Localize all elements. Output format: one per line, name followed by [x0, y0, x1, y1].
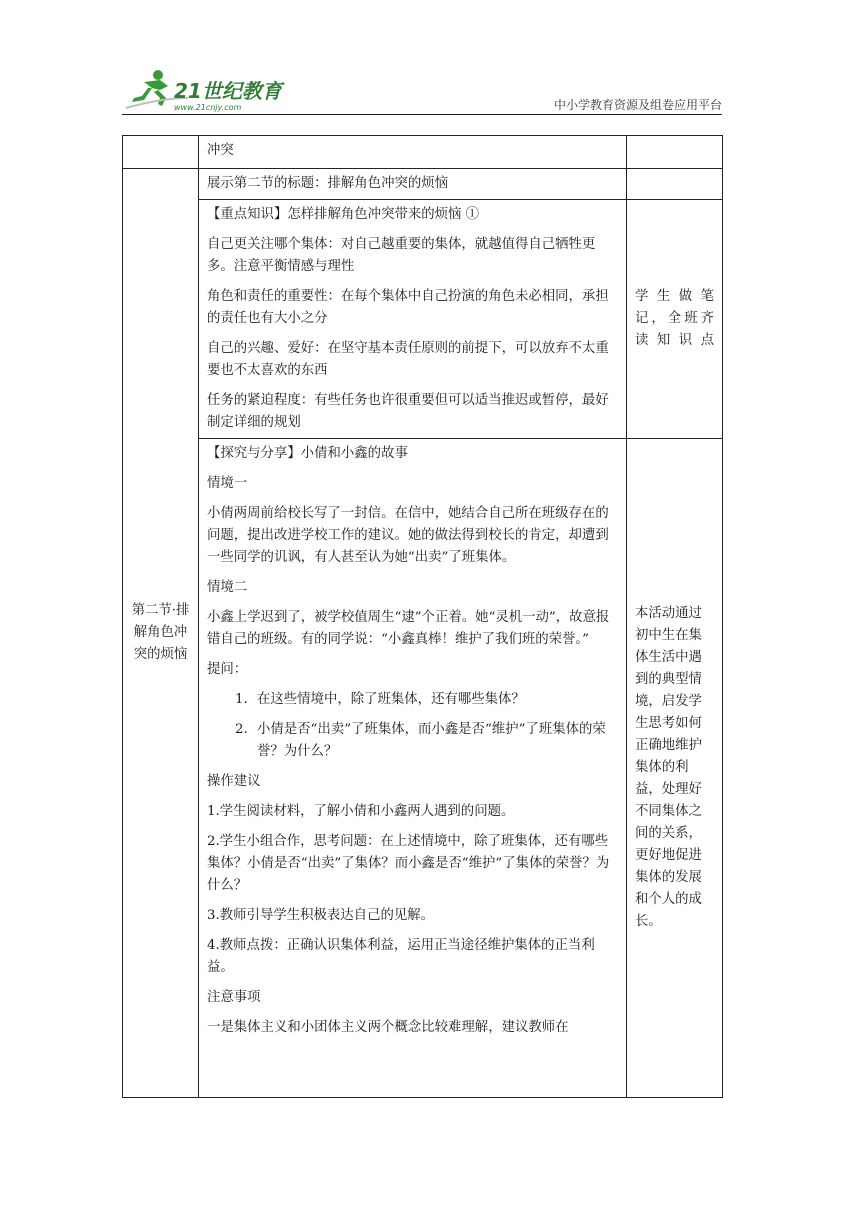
list-item: 2. 小倩是否“出卖”了班集体，而小鑫是否“维护”了班集体的荣誉？为什么？ — [235, 722, 606, 759]
header-divider — [122, 114, 722, 115]
teacher-note: 学生做笔记，全班齐读知识点 — [635, 289, 714, 348]
table-row — [123, 169, 723, 200]
teacher-note: 本活动通过初中生在集体生活中遇到的典型情境，启发学生思考如何正确地维护集体的利益，处理好不同集体之间的关系，更好地促进集体的发展和个人的成长。 — [635, 606, 702, 929]
section-cell-empty — [123, 136, 199, 169]
section-title: 第二节·排解角色冲突的烦恼 — [131, 603, 190, 662]
caution-title: 注意事项 — [207, 990, 261, 1005]
table-row — [123, 136, 723, 169]
content-cell: 展示第二节的标题：排解角色冲突的烦恼 — [199, 169, 627, 200]
paragraph: 小倩两周前给校长写了一封信。在信中，她结合自己所在班级存在的问题，提出改进学校工作的建议。她的做法得到校长的肯定，却遭到一些同学的讥讽，有人甚至认为她“出卖”了班集体。 — [207, 506, 609, 565]
note-cell-empty — [627, 169, 723, 200]
content-cell: 冲突 — [199, 136, 627, 169]
paragraph: 4.教师点拨：正确认识集体利益，运用正当途径维护集体的正当利益。 — [207, 938, 595, 975]
paragraph: 自己更关注哪个集体：对自己越重要的集体，就越值得自己牺牲更多。注意平衡情感与理性 — [207, 237, 596, 274]
paragraph: 角色和责任的重要性：在每个集体中自己扮演的角色未必相同，承担的责任也有大小之分 — [207, 289, 609, 326]
note-cell — [627, 200, 723, 439]
note-cell-empty — [627, 136, 723, 169]
scene-title: 情境二 — [207, 580, 248, 595]
svg-text:www.21cnjy.com: www.21cnjy.com — [174, 103, 242, 112]
key-knowledge-heading: 【重点知识】怎样排解角色冲突带来的烦恼 ① — [207, 207, 480, 222]
paragraph: 一是集体主义和小团体主义两个概念比较难理解，建议教师在 — [207, 1020, 569, 1035]
content-cell — [199, 439, 627, 1098]
paragraph: 小鑫上学迟到了，被学校值周生“逮”个正着。她“灵机一动”，故意报错自己的班级。有的同学说：“小鑫真棒！维护了我们班的荣誉。” — [207, 610, 610, 647]
content-cell — [199, 200, 627, 439]
explore-heading: 【探究与分享】小倩和小鑫的故事 — [207, 446, 408, 461]
page-header — [122, 62, 722, 114]
lesson-plan-table — [122, 135, 723, 1098]
table-row — [123, 439, 723, 1098]
logo-21cnjy — [122, 68, 302, 114]
paragraph: 1.学生阅读材料，了解小倩和小鑫两人遇到的问题。 — [207, 804, 515, 819]
list-item: 1. 在这些情境中，除了班集体，还有哪些集体？ — [235, 692, 525, 707]
note-cell — [627, 439, 723, 1098]
paragraph: 任务的紧迫程度：有些任务也许很重要但可以适当推迟或暂停，最好制定详细的规划 — [207, 393, 609, 430]
section-title-cell — [123, 169, 199, 1098]
paragraph: 3.教师引导学生积极表达自己的见解。 — [207, 908, 435, 923]
question-list — [207, 689, 618, 763]
scene-title: 情境一 — [207, 476, 248, 491]
ops-title: 操作建议 — [207, 774, 261, 789]
paragraph: 2.学生小组合作，思考问题：在上述情境中，除了班集体，还有哪些集体？小倩是否“出卖”了集体？而小鑫是否“维护”了集体的荣誉？为什么？ — [207, 834, 610, 893]
table-row — [123, 200, 723, 439]
svg-text:21世纪教育: 21世纪教育 — [174, 79, 282, 103]
platform-name: 中小学教育资源及组卷应用平台 — [553, 98, 722, 112]
paragraph: 自己的兴趣、爱好：在坚守基本责任原则的前提下，可以放弃不太重要也不太喜欢的东西 — [207, 341, 609, 378]
question-label: 提问： — [207, 662, 248, 677]
